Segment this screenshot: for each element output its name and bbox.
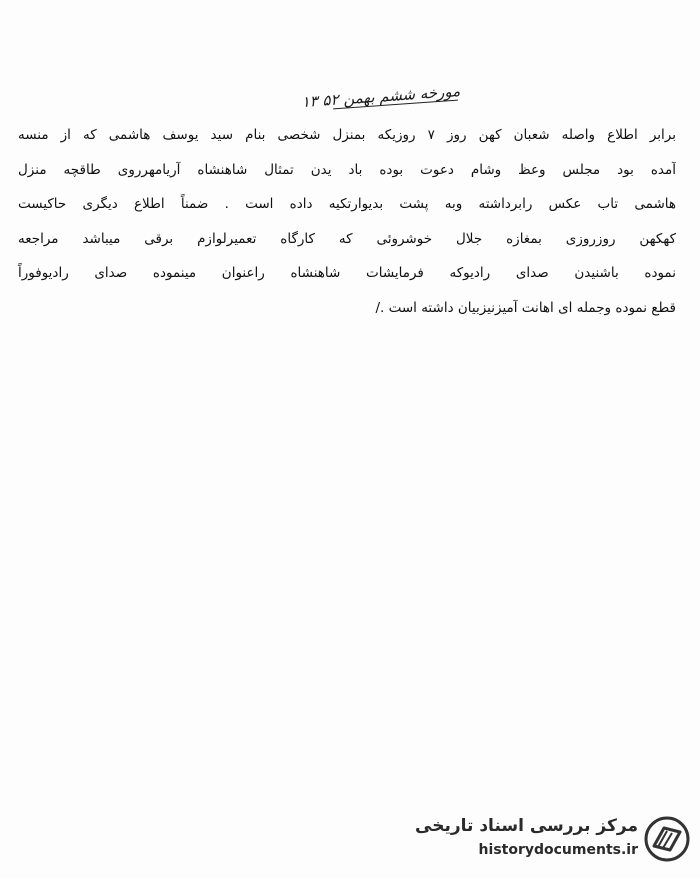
report-line-3: هاشمی تاب عکس رابرداشته وبه پشت بدیوارتکیه داده است . ضمناً اطلاع دیگری حاکیست (18, 196, 676, 212)
report-line-6: قطع نموده وجمله ای اهانت آمیزنیزبیان داشته است ./ (375, 299, 676, 316)
report-line-5: نموده باشنیدن صدای رادیوکه فرمایشات شاهنشاه راعنوان مینموده صدای رادیوفوراً (18, 265, 676, 281)
watermark-title: مرکز بررسی اسناد تاریخی (415, 816, 638, 836)
date-heading: مورخه ششم بهمن ۵۲ ۱۳ (300, 82, 461, 112)
report-line-4: کهکهن روزروزی بمغازه جلال خوشروئی که کارگاه تعمیرلوازم برقی میباشد مراجعه (18, 230, 676, 247)
archive-watermark (410, 814, 690, 866)
book-logo-icon (644, 816, 690, 862)
report-line-2: آمده بود مجلس وعظ وشام دعوت بوده باد یدن تمثال شاهنشاه آریامهرروی طاقچه منزل (18, 161, 676, 178)
report-line-1: برابر اطلاع واصله شعبان کهن روز ۷ روزیکه بمنزل شخصی بنام سید یوسف هاشمی که از منسه (18, 127, 676, 143)
report-body (18, 118, 676, 325)
watermark-url[interactable]: historydocuments.ir (478, 842, 638, 858)
